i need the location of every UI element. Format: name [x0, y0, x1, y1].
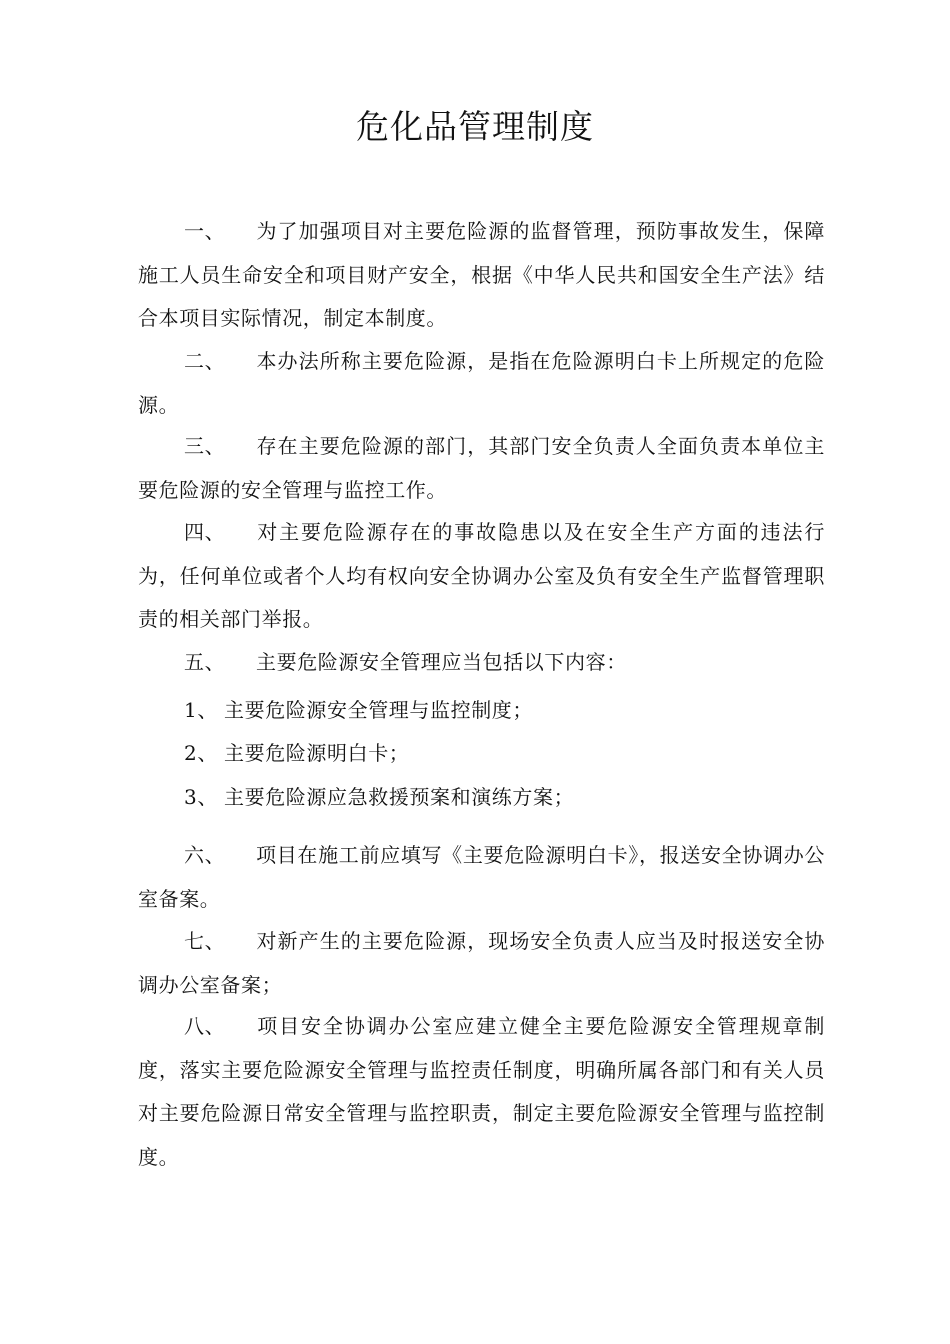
paragraph-4 — [138, 511, 825, 642]
paragraph-number: 六、 — [184, 843, 226, 867]
document-title: 危化品管理制度 — [356, 107, 594, 146]
paragraph-5 — [138, 641, 825, 685]
paragraph-6 — [138, 834, 825, 921]
list-item-3 — [184, 776, 824, 820]
list-item-2 — [184, 732, 824, 776]
paragraph-text: 存在主要危险源的部门，其部门安全负责人全面负责本单位主要危险源的安全管理与监控工作。 — [138, 434, 825, 502]
paragraph-8 — [138, 1005, 825, 1179]
paragraph-text: 为了加强项目对主要危险源的监督管理，预防事故发生，保障施工人员生命安全和项目财产安全，根据《中华人民共和国安全生产法》结合本项目实际情况，制定本制度。 — [138, 219, 825, 330]
paragraph-text: 对主要危险源存在的事故隐患以及在安全生产方面的违法行为，任何单位或者个人均有权向安全协调办公室及负有安全生产监督管理职责的相关部门举报。 — [138, 520, 825, 631]
paragraph-1 — [138, 210, 825, 341]
list-item-number: 1、 — [184, 698, 218, 722]
paragraph-text: 项目安全协调办公室应建立健全主要危险源安全管理规章制度，落实主要危险源安全管理与监控责任制度，明确所属各部门和有关人员对主要危险源日常安全管理与监控职责，制定主要危险源安全管理与监控制度。 — [138, 1014, 825, 1169]
paragraph-number: 四、 — [184, 520, 226, 544]
paragraph-number: 七、 — [184, 929, 226, 953]
paragraph-number: 二、 — [184, 349, 226, 373]
paragraph-7 — [138, 920, 825, 1007]
paragraph-text: 本办法所称主要危险源，是指在危险源明白卡上所规定的危险源。 — [138, 349, 825, 417]
paragraph-text: 主要危险源安全管理应当包括以下内容： — [256, 650, 627, 674]
list-item-number: 3、 — [184, 785, 218, 809]
paragraph-number: 三、 — [184, 434, 226, 458]
paragraph-3 — [138, 425, 825, 512]
paragraph-text: 对新产生的主要危险源，现场安全负责人应当及时报送安全协调办公室备案； — [138, 929, 825, 997]
list-item-text: 主要危险源应急救援预案和演练方案； — [224, 785, 575, 809]
paragraph-number: 八、 — [184, 1014, 226, 1038]
list-item-1 — [184, 689, 824, 733]
paragraph-text: 项目在施工前应填写《主要危险源明白卡》，报送安全协调办公室备案。 — [138, 843, 825, 911]
paragraph-number: 一、 — [184, 219, 226, 243]
list-item-text: 主要危险源明白卡； — [224, 741, 410, 765]
list-item-text: 主要危险源安全管理与监控制度； — [224, 698, 533, 722]
list-item-number: 2、 — [184, 741, 218, 765]
paragraph-2 — [138, 340, 825, 427]
paragraph-number: 五、 — [184, 650, 226, 674]
